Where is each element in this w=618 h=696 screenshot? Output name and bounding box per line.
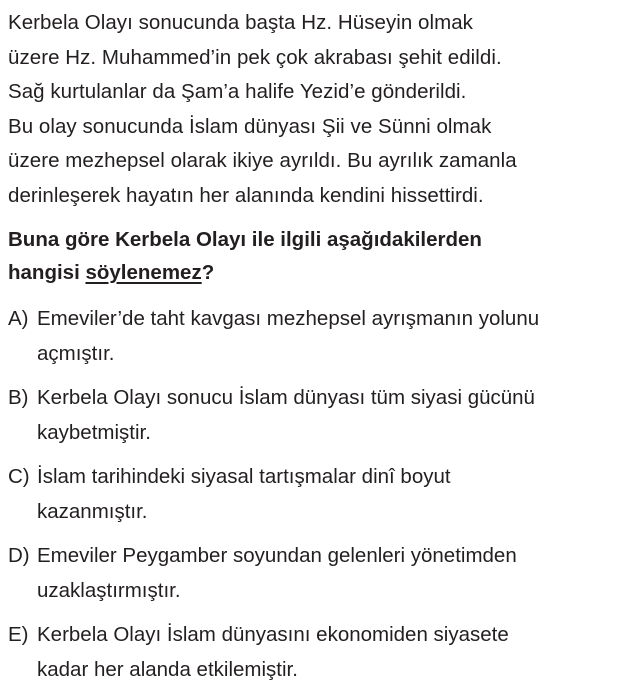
question-stem — [8, 223, 612, 289]
option-text — [37, 380, 612, 450]
option-line: kaybetmiştir. — [37, 421, 151, 444]
option-b[interactable] — [8, 380, 612, 450]
option-line: Emeviler Peygamber soyundan gelenleri yönetimden — [37, 544, 517, 567]
option-letter: A) — [8, 307, 29, 330]
passage-line: üzere Hz. Muhammed’in pek çok akrabası şehit edildi. — [8, 45, 502, 69]
question-emphasis: söylenemez — [85, 261, 202, 284]
option-line: kazanmıştır. — [37, 500, 148, 523]
passage-line: derinleşerek hayatın her alanında kendini hissettirdi. — [8, 183, 484, 207]
passage-line: Sağ kurtulanlar da Şam’a halife Yezid’e gönderildi. — [8, 80, 467, 103]
passage-line: Kerbela Olayı sonucunda başta Hz. Hüseyin olmak — [8, 11, 473, 34]
option-line: Kerbela Olayı sonucu İslam dünyası tüm siyasi gücünü — [37, 386, 535, 409]
option-line: açmıştır. — [37, 342, 115, 365]
option-a[interactable] — [8, 301, 612, 371]
option-letter: B) — [8, 386, 29, 409]
option-text — [37, 459, 612, 529]
answer-options — [8, 301, 612, 687]
passage-text — [8, 6, 612, 213]
option-line: İslam tarihindeki siyasal tartışmalar dinî boyut — [37, 465, 451, 488]
option-e[interactable] — [8, 617, 612, 687]
option-line: Emeviler’de taht kavgası mezhepsel ayrışmanın yolunu — [37, 307, 540, 330]
option-line: Kerbela Olayı İslam dünyasını ekonomiden siyasete — [37, 623, 509, 646]
option-letter: D) — [8, 544, 30, 567]
question-prefix: hangisi — [8, 261, 86, 284]
question-line — [8, 256, 612, 289]
option-letter: E) — [8, 623, 29, 646]
option-c[interactable] — [8, 459, 612, 529]
option-line: kadar her alanda etkilemiştir. — [37, 658, 298, 681]
question-line: Buna göre Kerbela Olayı ile ilgili aşağıdakilerden — [8, 228, 482, 251]
question-page — [8, 6, 612, 696]
option-letter: C) — [8, 465, 30, 488]
option-text — [37, 617, 612, 687]
option-line: uzaklaştırmıştır. — [37, 579, 181, 602]
option-text — [37, 301, 612, 371]
passage-line: Bu olay sonucunda İslam dünyası Şii ve Sünni olmak — [8, 114, 492, 138]
passage-line: üzere mezhepsel olarak ikiye ayrıldı. Bu ayrılık zamanla — [8, 149, 517, 172]
option-text — [37, 538, 612, 608]
option-d[interactable] — [8, 538, 612, 608]
question-suffix: ? — [201, 261, 215, 284]
